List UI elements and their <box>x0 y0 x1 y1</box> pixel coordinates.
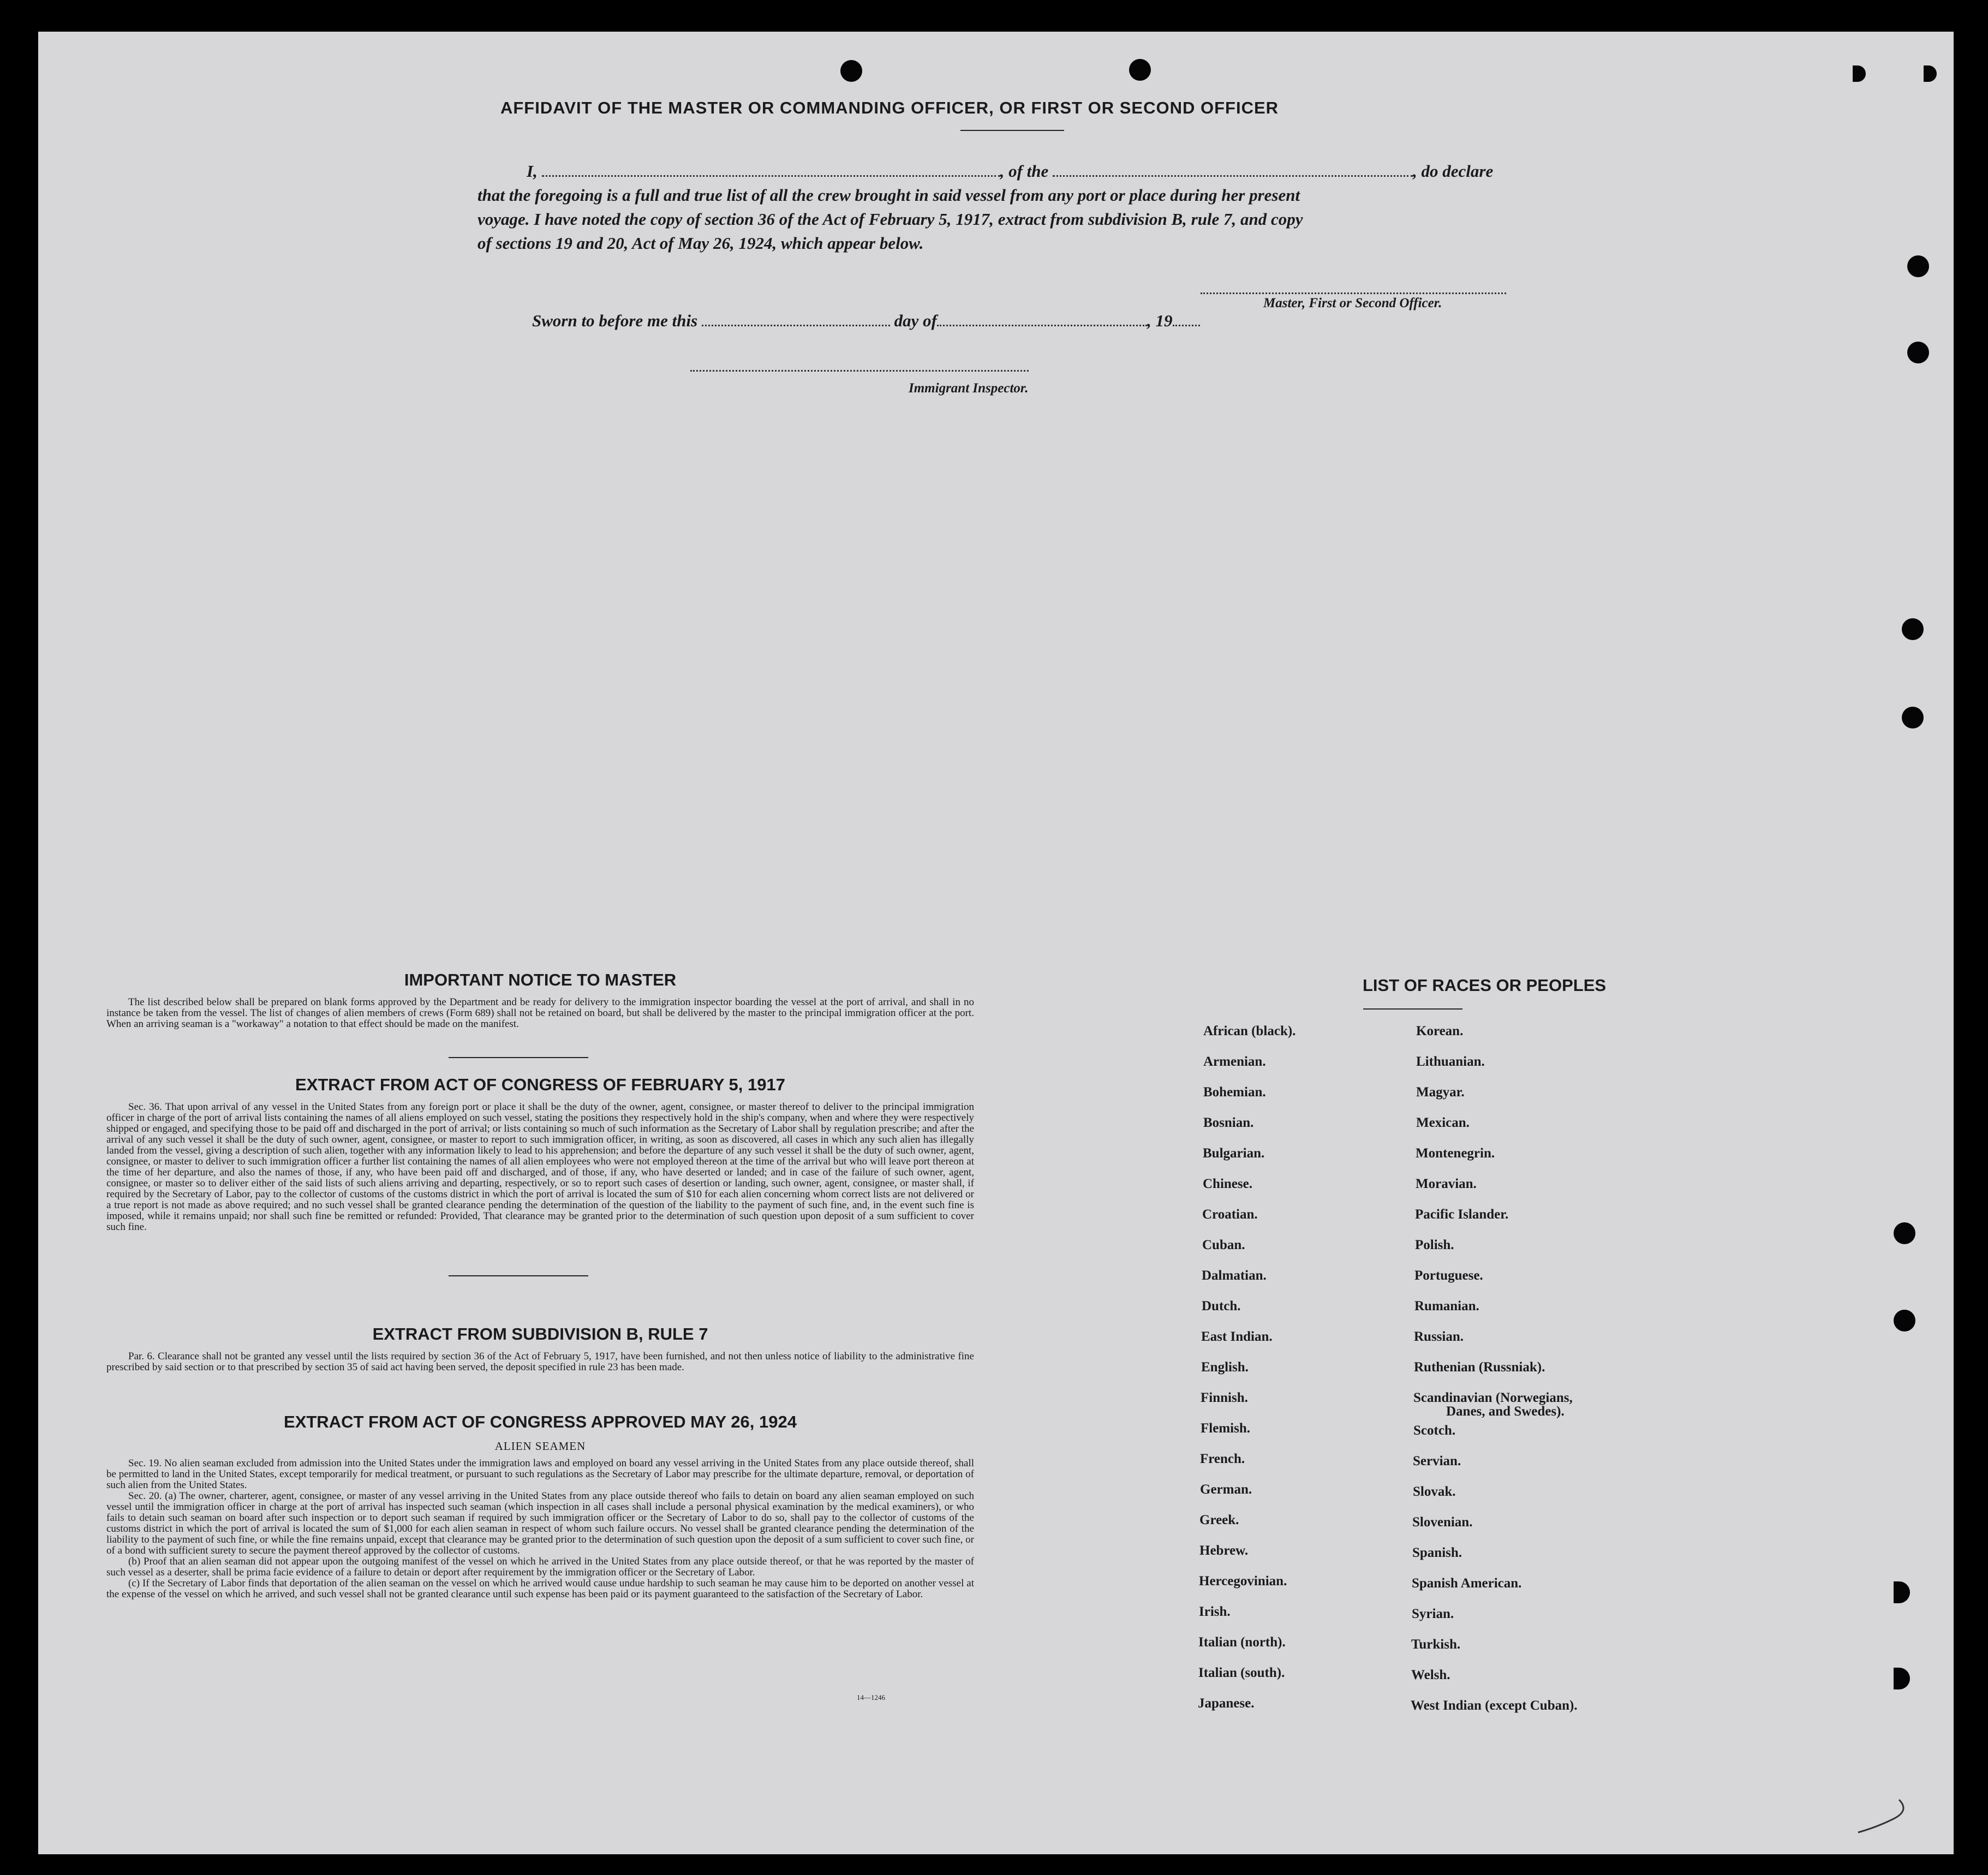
race-left-item: Bosnian. <box>1203 1115 1254 1130</box>
notice-text <box>106 997 974 1030</box>
sworn-c: , 19 <box>1147 311 1173 330</box>
race-left-item: Bulgarian. <box>1203 1146 1265 1161</box>
punch-hole <box>1894 1668 1910 1689</box>
rule7-text <box>106 1351 974 1373</box>
race-left-item: East Indian. <box>1201 1329 1273 1344</box>
race-left-item: Japanese. <box>1198 1696 1255 1711</box>
divider <box>1363 1008 1462 1010</box>
race-left-item: German. <box>1200 1482 1252 1497</box>
affidavit-line1-c: , do declare <box>1413 162 1494 181</box>
notice-paragraph: The list described below shall be prepared on blank forms approved by the Department and be ready for delivery to the immigration inspector boarding the vessel at the port of arrival, and shall in no instance be taken from the vessel. The list of changes of alien members of crews (Form 689) shall not be retained on board, but shall be delivered by the master to the principal immigration officer at the port. When an arriving seaman is a "workaway" a notation to that effect should be made on the manifest. <box>106 996 974 1030</box>
inspector-label: Immigrant Inspector. <box>909 381 1029 396</box>
form-number: 14—1246 <box>857 1693 885 1701</box>
race-left-item: English. <box>1201 1360 1249 1375</box>
rule7-title: EXTRACT FROM SUBDIVISION B, RULE 7 <box>372 1324 708 1343</box>
sec20b-paragraph: (b) Proof that an alien seaman did not appear upon the outgoing manifest of the vessel on which he arrived in the United States from any place outside thereof, or that he was reported by the master of such vessel as a deserter, shall be prima facie evidence of a failure to detain or deport after requirement by the immigration officer or the Secretary of Labor. <box>106 1556 974 1578</box>
sworn-b: day of <box>894 311 937 330</box>
race-right-item: Ruthenian (Russniak). <box>1414 1360 1545 1375</box>
race-left-item: Irish. <box>1199 1604 1231 1619</box>
race-right-item: Turkish. <box>1411 1637 1461 1652</box>
divider <box>449 1275 588 1276</box>
race-right-item: Slovak. <box>1413 1484 1456 1499</box>
race-left-item: Armenian. <box>1203 1054 1266 1069</box>
affidavit-title: AFFIDAVIT OF THE MASTER OR COMMANDING OFFICER, OR FIRST OR SECOND OFFICER <box>500 98 1279 117</box>
affidavit-line1-b: , of the <box>1000 162 1049 181</box>
punch-hole <box>1907 255 1929 277</box>
punch-hole <box>1894 1222 1915 1244</box>
sec36-paragraph: Sec. 36. That upon arrival of any vessel in the United States from any foreign port or place it shall be the duty of the owner, agent, consignee, or master thereof to deliver to the principal immigration officer in charge of the port of arrival lists containing the names of all aliens employed on such vessel, stating the positions they respectively hold in the ship's company, when and where they were respectively shipped or engaged, and specifying those to be paid off and discharged in the port of arrival; or lists containing so much of such information as the Secretary of Labor shall by regulation prescribe; and after the arrival of any such vessel it shall be the duty of such owner, agent, consignee, or master to report to such immigration officer, in writing, as soon as discovered, all cases in which any such alien has illegally landed from the vessel, giving a description of such alien, together with any information likely to lead to his apprehension; and before the departure of any such vessel it shall be the duty of such owner, agent, consignee, or master to deliver to such immigration officer a further list containing the names of all alien employees who were not employed thereon at the time of the arrival but who will leave port thereon at the time of her departure, and also the names of those, if any, who have been paid off and discharged, and of those, if any, who have deserted or landed; and in case of the failure of such owner, agent, consignee, or master so to deliver either of the said lists of such aliens arriving and departing, respectively, or so to report such cases of desertion or landing, such owner, agent, consignee, or master shall, if required by the Secretary of Labor, pay to the collector of customs of the customs district in which the port of arrival is located the sum of $10 for each alien concerning whom correct lists are not delivered or a true report is not made as above required; and no such vessel shall be granted clearance pending the determination of the question of the liability to the payment of such fine, and, in the event such fine is imposed, while it remains unpaid; nor shall such fine be remitted or refunded: Provided, That clearance may be granted prior to the determination of such question upon deposit of a sum sufficient to cover such fine. <box>106 1101 974 1233</box>
race-right-item: Pacific Islander. <box>1415 1207 1509 1222</box>
extract-1924-title: EXTRACT FROM ACT OF CONGRESS APPROVED MAY 26, 1924 <box>284 1412 797 1431</box>
race-left-item: Finnish. <box>1201 1390 1248 1405</box>
race-left-item: Greek. <box>1199 1513 1239 1527</box>
race-right-item: Magyar. <box>1416 1085 1465 1100</box>
race-left-item: Cuban. <box>1202 1238 1245 1252</box>
race-left-item: Italian (north). <box>1198 1635 1286 1650</box>
punch-hole <box>1907 342 1929 363</box>
sec19-paragraph: Sec. 19. No alien seaman excluded from admission into the United States under the immigration laws and employed on board any vessel arriving in the United States from any place outside thereof, shall be permitted to land in the United States, except temporarily for medical treatment, or pursuant to such regulations as the Secretary of Labor may prescribe for the ultimate departure, removal, or deportation of such alien from the United States. <box>106 1458 974 1491</box>
race-left-item: Hercegovinian. <box>1199 1574 1287 1589</box>
race-right-item: Rumanian. <box>1414 1299 1479 1313</box>
alien-seamen-subtitle: ALIEN SEAMEN <box>494 1440 586 1453</box>
races-title: LIST OF RACES OR PEOPLES <box>1362 976 1607 995</box>
race-right-item: Welsh. <box>1411 1668 1450 1682</box>
signature-line[interactable] <box>1201 292 1506 294</box>
extract-1924-text <box>106 1458 974 1600</box>
race-right-item: Mexican. <box>1416 1115 1470 1130</box>
extract-1917-text <box>106 1102 974 1233</box>
race-right-item: Scandinavian (Norwegians, <box>1413 1390 1573 1405</box>
extract-1917-title: EXTRACT FROM ACT OF CONGRESS OF FEBRUARY 5, 1917 <box>295 1075 785 1094</box>
race-right-item: Syrian. <box>1412 1607 1454 1621</box>
race-left-item: Hebrew. <box>1199 1543 1249 1558</box>
sworn-a: Sworn to before me this <box>532 311 698 330</box>
punch-hole <box>840 60 862 82</box>
race-left-item: Croatian. <box>1202 1207 1258 1222</box>
punch-hole <box>1129 59 1151 81</box>
punch-hole <box>1894 1581 1910 1603</box>
sec20c-paragraph: (c) If the Secretary of Labor finds that deportation of the alien seaman on the vessel on which he arrived would cause undue hardship to such seaman he may cause him to be deported on another vessel at the expense of the vessel on which he arrived, and such vessel shall not be granted clearance until such expense has been paid or its payment guaranteed to the satisfaction of the Secretary of Labor. <box>106 1578 974 1600</box>
sworn-month-blank[interactable] <box>937 325 1147 326</box>
sworn-year-blank[interactable] <box>1173 325 1200 326</box>
race-right-item: Polish. <box>1415 1238 1454 1252</box>
sworn-line <box>532 311 1200 331</box>
affidavit-line2: that the foregoing is a full and true list of all the crew brought in said vessel from any port or place during her present <box>477 186 1300 205</box>
race-left-item: Bohemian. <box>1203 1085 1266 1100</box>
affidavit-line1-a: I, <box>527 162 538 181</box>
notice-title: IMPORTANT NOTICE TO MASTER <box>404 970 677 989</box>
vessel-blank[interactable] <box>1053 175 1413 177</box>
race-left-item: Italian (south). <box>1198 1665 1285 1680</box>
race-right-item: Russian. <box>1414 1329 1464 1344</box>
race-right-item: Spanish. <box>1412 1545 1462 1560</box>
punch-hole <box>1853 65 1866 82</box>
race-left-item: Chinese. <box>1203 1177 1252 1191</box>
race-left-item: French. <box>1200 1452 1245 1466</box>
race-right-item: Slovenian. <box>1412 1515 1473 1530</box>
race-left-item: Flemish. <box>1201 1421 1250 1436</box>
punch-hole <box>1924 65 1937 82</box>
race-right-item: Lithuanian. <box>1416 1054 1485 1069</box>
race-right-item: Servian. <box>1413 1454 1461 1468</box>
affidavit-line1 <box>477 162 1591 181</box>
race-left-item: Dalmatian. <box>1202 1268 1267 1283</box>
race-right-item: Spanish American. <box>1412 1576 1522 1591</box>
pen-mark <box>1855 1794 1915 1838</box>
race-right-item: Moravian. <box>1416 1177 1477 1191</box>
race-right-item: Portuguese. <box>1414 1268 1483 1283</box>
race-right-item: Korean. <box>1416 1024 1464 1038</box>
document-page <box>38 32 1954 1854</box>
signature-label: Master, First or Second Officer. <box>1263 296 1442 310</box>
punch-hole <box>1902 707 1924 728</box>
sworn-day-blank[interactable] <box>702 325 890 326</box>
par6-paragraph: Par. 6. Clearance shall not be granted any vessel until the lists required by section 36 of the Act of February 5, 1917, have been furnished, and not then unless notice of liability to the administrative fine prescribed by said section or to that prescribed by section 35 of said act having been served, the deposit specified in rule 23 has been made. <box>106 1351 974 1373</box>
divider <box>449 1057 588 1058</box>
sec20a-paragraph: Sec. 20. (a) The owner, charterer, agent, consignee, or master of any vessel arriving in the United States from any place outside thereof who fails to detain on board any alien seaman employed on such vessel until the immigration officer in charge at the port of arrival has inspected such seaman (which inspection in all cases shall include a personal physical examination by the medical examiners), or who fails to detain such seaman on board after such inspection or to deport such seaman if required by such immigration officer or the Secretary of Labor to do so, shall pay to the collector of customs of the customs district in which the port of arrival is located the sum of $1,000 for each alien seaman in respect of whom such failure occurs. No vessel shall be granted clearance pending the determination of the liability to the payment of such fine, or while the fine remains unpaid, except that clearance may be granted prior to the determination of such question upon the deposit of a sum sufficient to cover such fine, or of a bond with sufficient surety to secure the payment thereof approved by the collector of customs. <box>106 1490 974 1556</box>
name-blank[interactable] <box>542 175 1000 177</box>
punch-hole <box>1902 618 1924 640</box>
race-left-item: Dutch. <box>1202 1299 1241 1313</box>
affidavit-line3: voyage. I have noted the copy of section 36 of the Act of February 5, 1917, extract from subdivision B, rule 7, and copy <box>477 210 1303 229</box>
race-right-item: West Indian (except Cuban). <box>1411 1698 1578 1713</box>
punch-hole <box>1894 1310 1915 1331</box>
race-right-item: Scotch. <box>1413 1423 1456 1438</box>
inspector-signature-line[interactable] <box>690 370 1029 372</box>
race-right-item: Montenegrin. <box>1416 1146 1495 1161</box>
race-right-item-continued: Danes, and Swedes). <box>1446 1404 1565 1419</box>
race-left-item: African (black). <box>1203 1024 1296 1038</box>
title-underline <box>960 130 1064 131</box>
affidavit-line4: of sections 19 and 20, Act of May 26, 1924, which appear below. <box>477 234 924 253</box>
